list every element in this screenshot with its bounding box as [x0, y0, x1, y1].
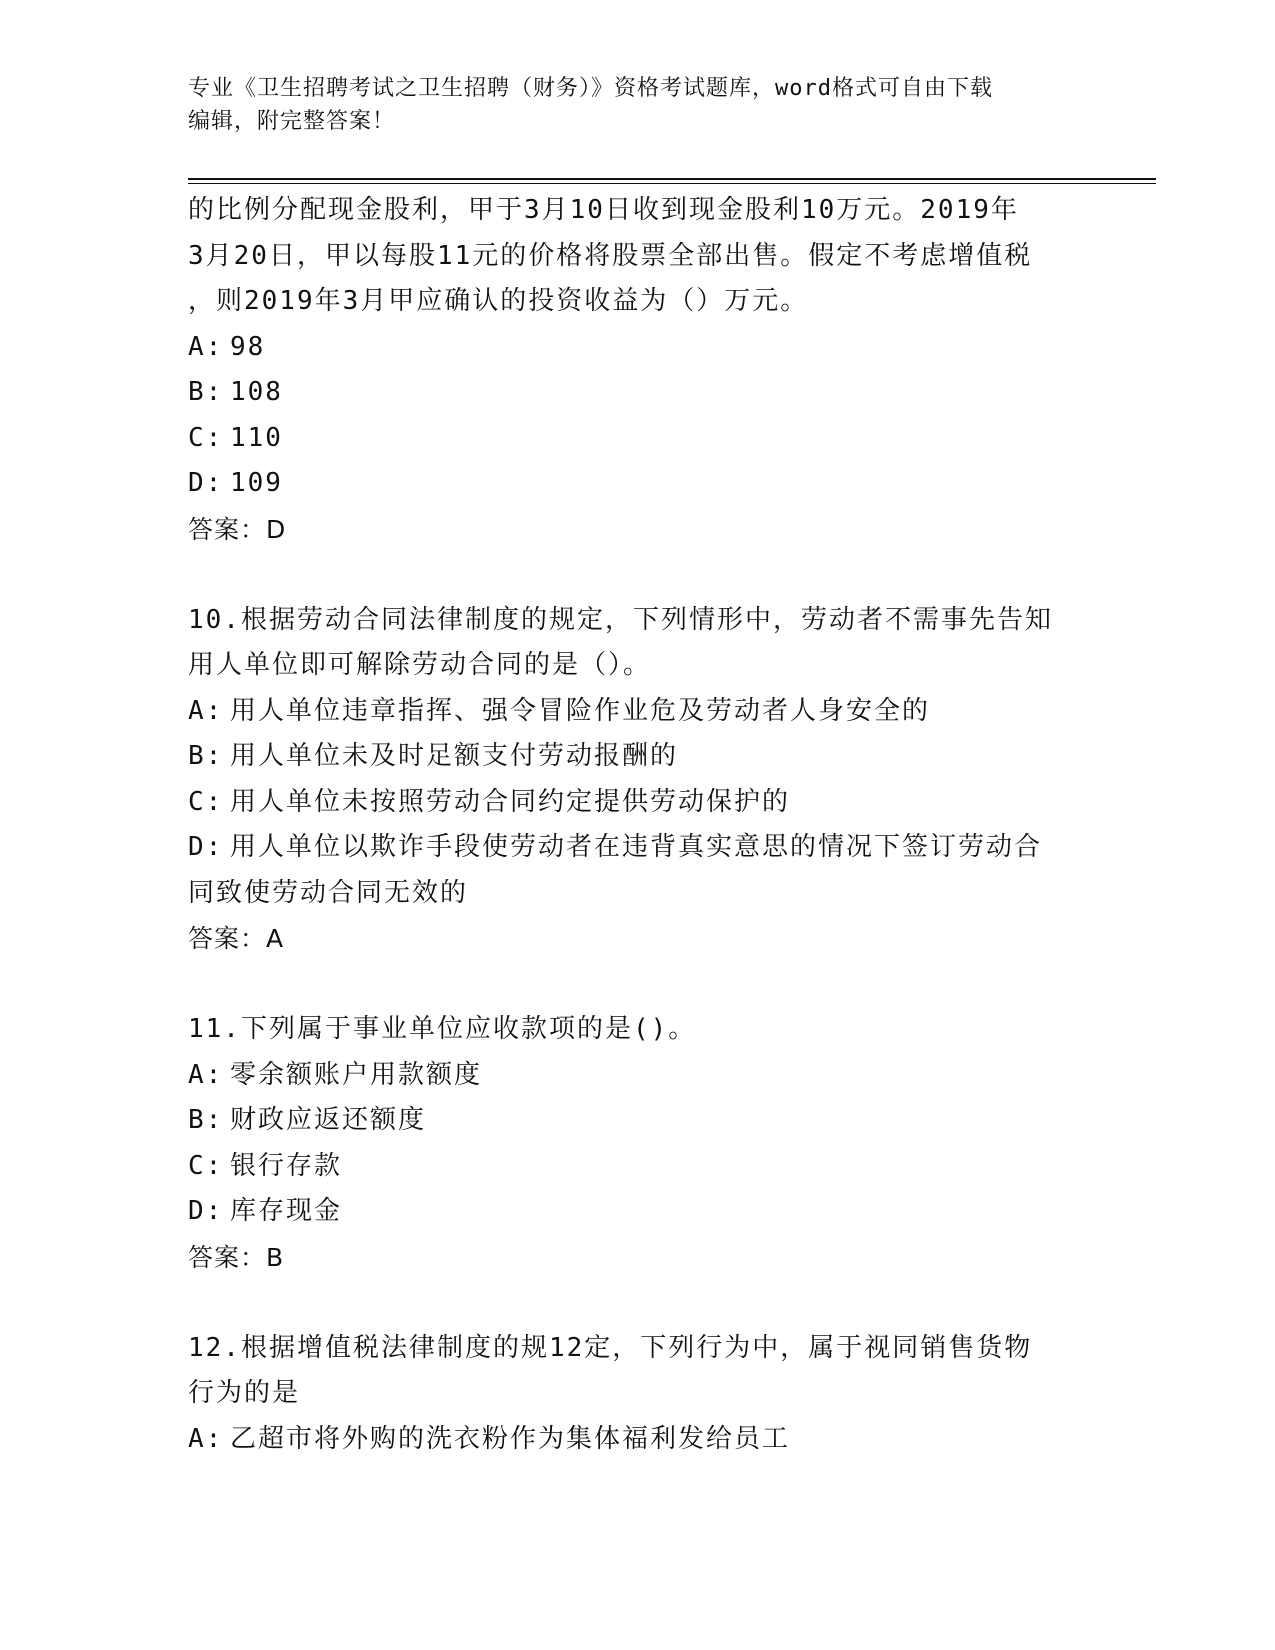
option-c: C: 110: [188, 422, 283, 453]
question-stem-line: 的比例分配现金股利，甲于3月10日收到现金股利10万元。2019年: [188, 195, 1019, 225]
question-stem-line: 10.根据劳动合同法律制度的规定，下列情形中，劳动者不需事先告知: [188, 604, 1053, 635]
option-d: D: 库存现金: [188, 1196, 343, 1226]
answer-line: 答案：D: [188, 514, 287, 544]
header-rule-thin: [188, 183, 1156, 184]
option-d-continued: 同致使劳动合同无效的: [188, 877, 469, 908]
question-stem-line: 行为的是: [188, 1378, 301, 1408]
question-10: [188, 598, 1088, 962]
option-c: C: 用人单位未按照劳动合同约定提供劳动保护的: [188, 786, 791, 817]
question-12: [188, 1326, 1088, 1463]
answer-line: 答案：B: [188, 1242, 285, 1272]
answer-line: 答案：A: [188, 924, 285, 953]
option-b: B: 财政应返还额度: [188, 1105, 427, 1135]
option-d: D: 109: [188, 468, 283, 498]
question-stem-line: ，则2019年3月甲应确认的投资收益为（）万元。: [188, 286, 809, 316]
question-11: [188, 1007, 1088, 1280]
page-header: [188, 72, 1088, 138]
question-9: [188, 188, 1088, 552]
spacer: [188, 552, 1088, 598]
spacer: [188, 962, 1088, 1008]
question-stem-line: 用人单位即可解除劳动合同的是（）。: [188, 650, 652, 680]
spacer: [188, 1280, 1088, 1326]
header-line-1: 专业《卫生招聘考试之卫生招聘（财务）》资格考试题库，word格式可自由下载: [188, 76, 993, 101]
question-stem-line: 11.下列属于事业单位应收款项的是()。: [188, 1014, 697, 1044]
option-d: D: 用人单位以欺诈手段使劳动者在违背真实意思的情况下签订劳动合: [188, 832, 1043, 862]
option-a: A: 用人单位违章指挥、强令冒险作业危及劳动者人身安全的: [188, 695, 931, 726]
option-a: A: 乙超市将外购的洗衣粉作为集体福利发给员工: [188, 1423, 791, 1454]
question-list: [188, 188, 1088, 1462]
question-stem-line: 12.根据增值税法律制度的规12定，下列行为中，属于视同销售货物: [188, 1332, 1033, 1363]
option-a: A: 零余额账户用款额度: [188, 1059, 483, 1090]
question-stem-line: 3月20日，甲以每股11元的价格将股票全部出售。假定不考虑增值税: [188, 240, 1033, 271]
option-b: B: 用人单位未及时足额支付劳动报酬的: [188, 741, 679, 771]
header-line-2: 编辑，附完整答案！: [188, 109, 396, 134]
option-c: C: 银行存款: [188, 1150, 343, 1181]
header-rule-thick: [188, 178, 1156, 180]
option-b: B: 108: [188, 377, 283, 407]
option-a: A: 98: [188, 331, 266, 362]
